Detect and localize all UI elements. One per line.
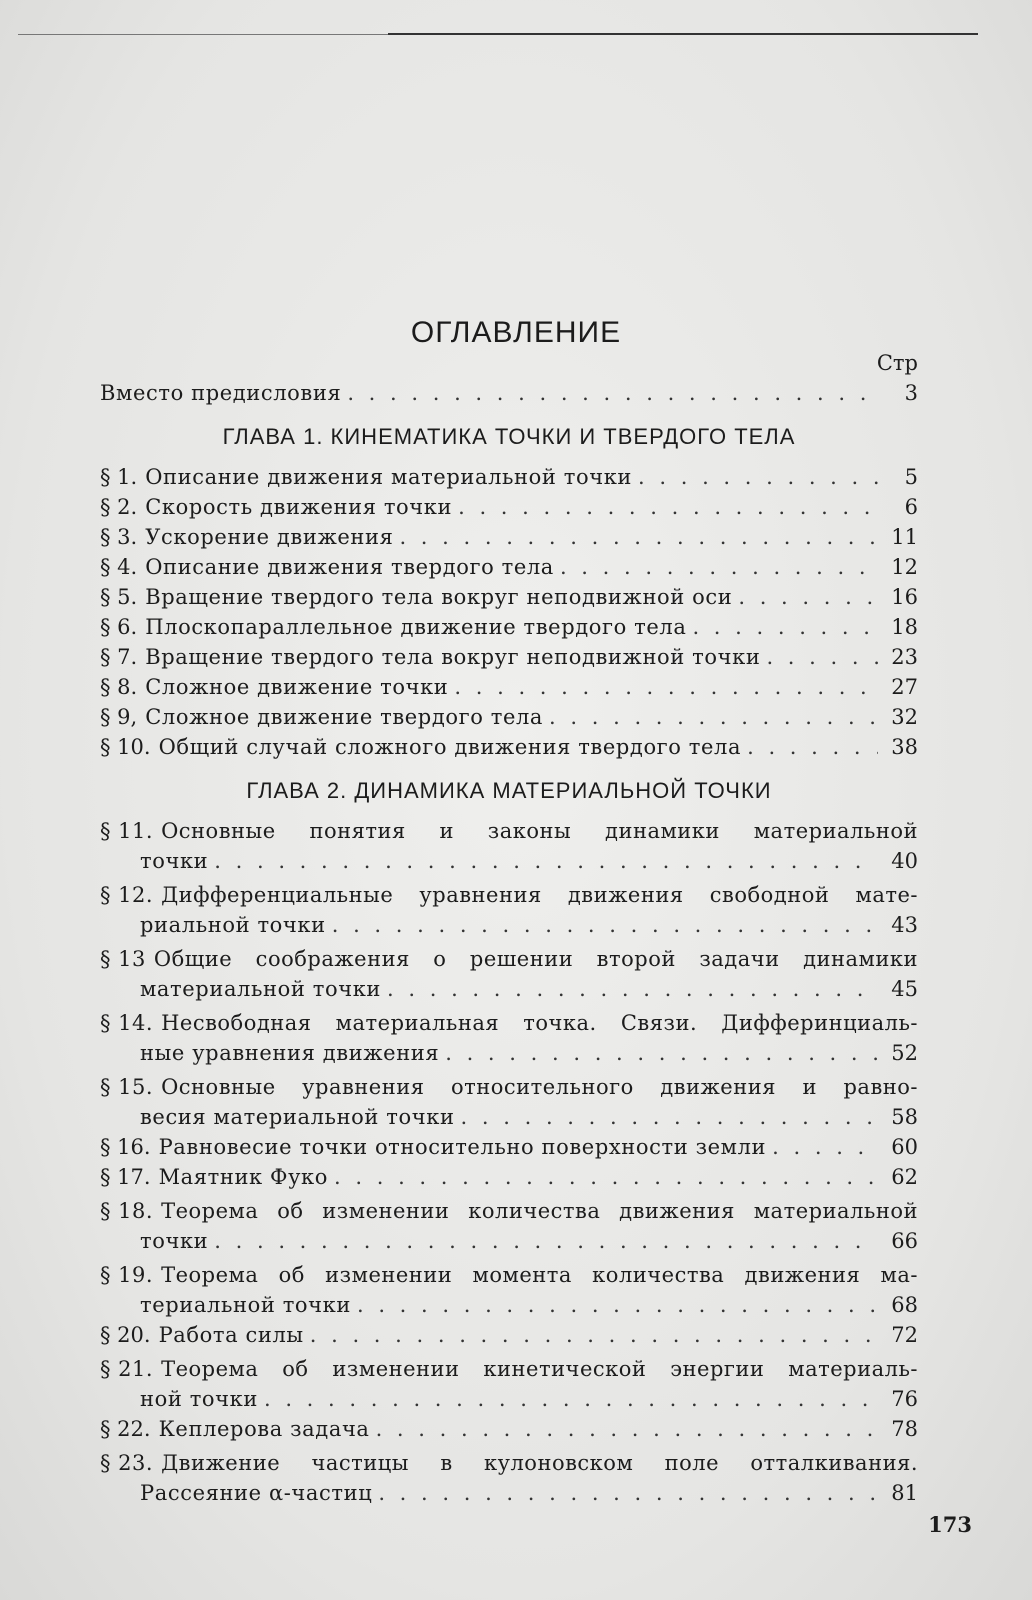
toc-entry-line-1 bbox=[100, 944, 918, 974]
toc-entry-line-2 bbox=[100, 974, 918, 1004]
toc-entry[interactable] bbox=[100, 522, 918, 552]
section-number: § 6. bbox=[100, 615, 138, 639]
toc-entry[interactable] bbox=[100, 612, 918, 642]
toc-entry-text: Ускорение движения bbox=[145, 525, 394, 549]
section-number: § 5. bbox=[100, 585, 138, 609]
toc-entry-line-1 bbox=[100, 880, 918, 910]
section-number: § 2. bbox=[100, 495, 138, 519]
section-number: § 14. bbox=[100, 1011, 154, 1035]
section-number: § 4. bbox=[100, 555, 138, 579]
section-number: § 15. bbox=[100, 1075, 154, 1099]
dot-leader bbox=[214, 846, 878, 876]
dot-leader bbox=[310, 1320, 878, 1350]
toc-entry-text: Вместо предисловия bbox=[100, 381, 342, 405]
toc-entry-page: 38 bbox=[891, 735, 918, 759]
top-rule bbox=[18, 34, 978, 35]
toc-entry-page: 68 bbox=[891, 1293, 918, 1317]
toc-entry-line-2 bbox=[100, 1478, 918, 1508]
section-number: § 19. bbox=[100, 1263, 154, 1287]
section-number: § 3. bbox=[100, 525, 138, 549]
toc-entry-text: ные уравнения движения bbox=[140, 1041, 440, 1065]
dot-leader bbox=[747, 732, 878, 762]
toc-entry-text: Описание движения материальной точки bbox=[145, 465, 633, 489]
toc-entry-page: 58 bbox=[891, 1105, 918, 1129]
toc-entry-text: точки bbox=[140, 849, 209, 873]
section-number: § 23. bbox=[100, 1451, 154, 1475]
toc-entry[interactable] bbox=[100, 492, 918, 522]
dot-leader bbox=[458, 492, 878, 522]
toc-entry[interactable] bbox=[100, 1320, 918, 1350]
toc-entry-page: 3 bbox=[904, 381, 918, 405]
section-number: § 1. bbox=[100, 465, 138, 489]
toc-entry-text: Вращение твердого тела вокруг неподвижной оси bbox=[145, 585, 733, 609]
toc-entry-text: Несвободная материальная точка. Связи. Дифферинциаль- bbox=[161, 1011, 918, 1035]
toc-entry-text: Скорость движения точки bbox=[145, 495, 453, 519]
toc-entry-line-2 bbox=[100, 1038, 918, 1068]
toc-entry-page: 12 bbox=[891, 555, 918, 579]
chapter-1-sections bbox=[100, 462, 918, 762]
chapter-1-heading: ГЛАВА 1. КИНЕМАТИКА ТОЧКИ И ТВЕРДОГО ТЕЛА bbox=[222, 424, 796, 449]
toc-entry-page: 32 bbox=[891, 705, 918, 729]
toc-entry-text: ной точки bbox=[140, 1387, 258, 1411]
section-number: § 10. bbox=[100, 735, 151, 759]
toc-entry-page: 60 bbox=[891, 1135, 918, 1159]
section-number: § 22. bbox=[100, 1417, 151, 1441]
dot-leader bbox=[357, 1290, 878, 1320]
dot-leader bbox=[560, 552, 878, 582]
toc-entry-text: териальной точки bbox=[140, 1293, 351, 1317]
toc-entry-preface[interactable] bbox=[100, 378, 918, 408]
toc-entry[interactable] bbox=[100, 1414, 918, 1444]
toc-entry-page: 16 bbox=[891, 585, 918, 609]
toc-entry[interactable] bbox=[100, 944, 918, 1004]
toc-entry[interactable] bbox=[100, 1260, 918, 1320]
toc-entry[interactable] bbox=[100, 732, 918, 762]
toc-entry-text: Теорема об изменении момента количества движения ма- bbox=[161, 1263, 918, 1287]
toc-entry-page: 40 bbox=[891, 849, 918, 873]
toc-entry[interactable] bbox=[100, 1354, 918, 1414]
dot-leader bbox=[347, 378, 878, 408]
dot-leader bbox=[692, 612, 878, 642]
toc-entry[interactable] bbox=[100, 552, 918, 582]
section-number: § 9, bbox=[100, 705, 138, 729]
dot-leader bbox=[376, 1414, 878, 1444]
toc-entry-text: Сложное движение точки bbox=[145, 675, 449, 699]
section-number: § 7. bbox=[100, 645, 138, 669]
dot-leader bbox=[264, 1384, 878, 1414]
page-column-label: Стр bbox=[876, 351, 918, 375]
toc-entry-line-1 bbox=[100, 1260, 918, 1290]
toc-entry-page: 27 bbox=[891, 675, 918, 699]
toc-entry-page: 66 bbox=[891, 1229, 918, 1253]
section-number: § 12. bbox=[100, 883, 154, 907]
toc-entry-text: Плоскопараллельное движение твердого тела bbox=[145, 615, 687, 639]
toc-entry-line-2 bbox=[100, 1384, 918, 1414]
toc-entry-text: Рассеяние α-частиц bbox=[140, 1481, 373, 1505]
toc-entry[interactable] bbox=[100, 880, 918, 940]
section-number: § 17. bbox=[100, 1165, 151, 1189]
toc-entry-text: Теорема об изменении кинетической энергии материаль- bbox=[161, 1357, 918, 1381]
section-number: § 20. bbox=[100, 1323, 151, 1347]
toc-entry-line-2 bbox=[100, 1226, 918, 1256]
toc-entry-page: 11 bbox=[891, 525, 918, 549]
toc-entry-page: 6 bbox=[904, 495, 918, 519]
toc-entry-line-2 bbox=[100, 910, 918, 940]
toc-entry[interactable] bbox=[100, 1072, 918, 1132]
toc-entry-page: 45 bbox=[891, 977, 918, 1001]
toc-entry-text: Общие соображения о решении второй задачи динамики bbox=[153, 947, 918, 971]
page-number: 173 bbox=[928, 1512, 972, 1537]
toc-entry-line-1 bbox=[100, 1354, 918, 1384]
section-number: § 8. bbox=[100, 675, 138, 699]
toc-entry-line-2 bbox=[100, 1102, 918, 1132]
toc-entry-line-1 bbox=[100, 1072, 918, 1102]
toc-entry-page: 43 bbox=[891, 913, 918, 937]
toc-entry-page: 76 bbox=[891, 1387, 918, 1411]
toc-entry[interactable] bbox=[100, 672, 918, 702]
toc-entry-line-2 bbox=[100, 1290, 918, 1320]
toc-entry-line-1 bbox=[100, 1448, 918, 1478]
toc-entry-line-2 bbox=[100, 846, 918, 876]
toc-entry-text: риальной точки bbox=[140, 913, 326, 937]
dot-leader bbox=[334, 1162, 878, 1192]
toc-entry-text: Работа силы bbox=[158, 1323, 304, 1347]
toc-entry-line-1 bbox=[100, 1008, 918, 1038]
dot-leader bbox=[461, 1102, 878, 1132]
dot-leader bbox=[772, 1132, 878, 1162]
toc-entry-text: Основные понятия и законы динамики материальной bbox=[161, 819, 918, 843]
toc-entry-text: Маятник Фуко bbox=[158, 1165, 329, 1189]
toc-entry-page: 81 bbox=[891, 1481, 918, 1505]
toc-entry-text: Сложное движение твердого тела bbox=[145, 705, 544, 729]
toc-entry[interactable] bbox=[100, 582, 918, 612]
dot-leader bbox=[445, 1038, 878, 1068]
dot-leader bbox=[766, 642, 878, 672]
toc-entry-page: 5 bbox=[904, 465, 918, 489]
toc-entry[interactable] bbox=[100, 462, 918, 492]
section-number: § 11. bbox=[100, 819, 154, 843]
toc-entry-page: 62 bbox=[891, 1165, 918, 1189]
toc-entry-text: материальной точки bbox=[140, 977, 382, 1001]
chapter-2-heading: ГЛАВА 2. ДИНАМИКА МАТЕРИАЛЬНОЙ ТОЧКИ bbox=[246, 778, 772, 803]
dot-leader bbox=[387, 974, 878, 1004]
section-number: § 13 bbox=[100, 947, 146, 971]
toc-entry[interactable] bbox=[100, 816, 918, 876]
toc-entry[interactable] bbox=[100, 1448, 918, 1508]
toc-entry-page: 23 bbox=[891, 645, 918, 669]
toc-entry-text: Движение частицы в кулоновском поле отталкивания. bbox=[161, 1451, 918, 1475]
toc-entry-text: Общий случай сложного движения твердого тела bbox=[158, 735, 742, 759]
toc-entry[interactable] bbox=[100, 702, 918, 732]
dot-leader bbox=[332, 910, 878, 940]
dot-leader bbox=[638, 462, 878, 492]
toc-entry-text: Равновесие точки относительно поверхности земли bbox=[158, 1135, 767, 1159]
chapter-2-sections bbox=[100, 816, 918, 1508]
toc-entry-page: 18 bbox=[891, 615, 918, 639]
toc-entry[interactable] bbox=[100, 1008, 918, 1068]
toc-entry[interactable] bbox=[100, 1132, 918, 1162]
toc-entry-line-1 bbox=[100, 1196, 918, 1226]
dot-leader bbox=[454, 672, 878, 702]
toc-entry-text: Дифференциальные уравнения движения свободной мате- bbox=[161, 883, 918, 907]
toc-entry-line-1 bbox=[100, 816, 918, 846]
toc-entry-text: Основные уравнения относительного движения и равно- bbox=[161, 1075, 918, 1099]
table-of-contents bbox=[100, 378, 918, 1508]
dot-leader bbox=[549, 702, 878, 732]
toc-entry-text: точки bbox=[140, 1229, 209, 1253]
toc-title: ОГЛАВЛЕНИЕ bbox=[410, 316, 622, 349]
toc-entry[interactable] bbox=[100, 1196, 918, 1256]
toc-entry-page: 72 bbox=[891, 1323, 918, 1347]
section-number: § 18. bbox=[100, 1199, 154, 1223]
toc-entry-page: 52 bbox=[891, 1041, 918, 1065]
toc-entry[interactable] bbox=[100, 1162, 918, 1192]
dot-leader bbox=[378, 1478, 878, 1508]
toc-entry-text: Вращение твердого тела вокруг неподвижной точки bbox=[145, 645, 761, 669]
section-number: § 16. bbox=[100, 1135, 151, 1159]
toc-entry-text: Описание движения твердого тела bbox=[145, 555, 554, 579]
dot-leader bbox=[399, 522, 878, 552]
dot-leader bbox=[738, 582, 878, 612]
toc-entry[interactable] bbox=[100, 642, 918, 672]
toc-entry-text: Кеплерова задача bbox=[158, 1417, 370, 1441]
section-number: § 21. bbox=[100, 1357, 154, 1381]
toc-entry-page: 78 bbox=[891, 1417, 918, 1441]
toc-entry-text: весия материальной точки bbox=[140, 1105, 455, 1129]
toc-entry-text: Теорема об изменении количества движения материальной bbox=[161, 1199, 918, 1223]
dot-leader bbox=[214, 1226, 878, 1256]
